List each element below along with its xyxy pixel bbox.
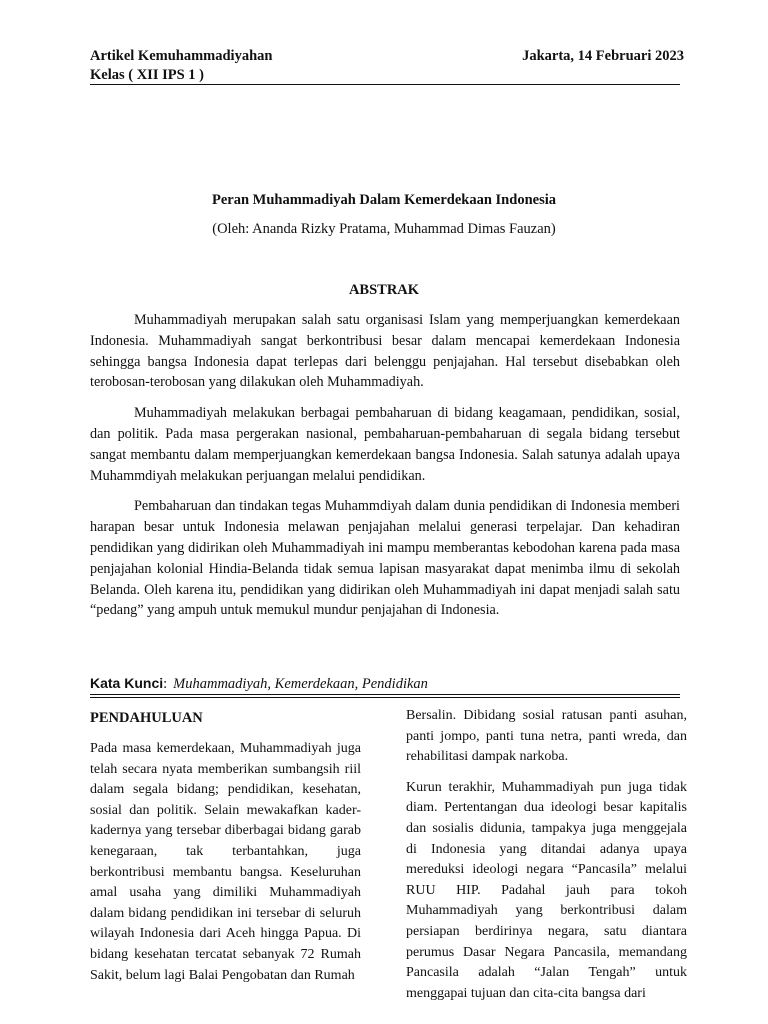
- body-paragraph: Kurun terakhir, Muhammadiyah pun juga tidak diam. Pertentangan dua ideologi besar kapitalis dan sosialis didunia, tampakya juga menggejala di Indonesia yang ditandai adanya upaya mereduksi ideologi negara “Pancasila” melalui RUU HIP. Padahal jauh para tokoh Muhammadiyah yang berkontribusi dalam persiapan berdirinya negara, satu diantara perumus Dasar Negara Pancasila, memandang Pancasila adalah “Jalan Tengah” untuk menggapai tujuan dan cita-cita bangsa dari: [406, 779, 687, 1001]
- article-authors: (Oleh: Ananda Rizky Pratama, Muhammad Dimas Fauzan): [212, 221, 556, 237]
- header-class: Kelas ( XII IPS 1 ): [90, 67, 204, 83]
- abstract-body: [90, 310, 680, 631]
- keywords-label: Kata Kunci: [90, 675, 164, 691]
- abstract-heading: ABSTRAK: [348, 282, 420, 298]
- article-title: Peran Muhammadiyah Dalam Kemerdekaan Indonesia: [212, 192, 556, 208]
- keywords-divider-bottom: [90, 697, 680, 698]
- keywords-line: [90, 675, 428, 693]
- abstract-paragraph: Pembaharuan dan tindakan tegas Muhammdiyah dalam dunia pendidikan di Indonesia memberi harapan besar untuk Indonesia melawan penjajahan melalui generasi terpelajar. Dan kehadiran pendidikan yang didirikan oleh Muhammadiyah ini mampu memberantas kebodohan karena pada masa penjajahan kolonial Hindia-Belanda tidak semua lapisan masyarakat dapat menimba ilmu di sekolah Belanda. Oleh karena itu, pendidikan yang didirikan oleh Muhammadiyah ini dapat menjadi salah satu “pedang” yang ampuh untuk memukul mundur penjajahan di Indonesia.: [90, 498, 680, 619]
- body-paragraph: Bersalin. Dibidang sosial ratusan panti asuhan, panti jompo, panti tuna netra, panti wreda, dan rehabilitasi dampak narkoba.: [406, 708, 687, 765]
- section-heading-pendahuluan: PENDAHULUAN: [90, 710, 203, 726]
- header-course-title: Artikel Kemuhammadiyahan: [90, 48, 273, 64]
- abstract-paragraph: Muhammadiyah merupakan salah satu organisasi Islam yang memperjuangkan kemerdekaan Indonesia. Muhammadiyah sangat berkontribusi besar dalam mencapai kemerdekaan Indonesia sehingga bangsa Indonesia dapat terlepas dari belenggu penjajahan. Hal tersebut disebabkan oleh terobosan-terobosan yang dilakukan oleh Muhammadiyah.: [90, 312, 680, 391]
- keywords-values: Muhammadiyah, Kemerdekaan, Pendidikan: [173, 676, 428, 692]
- header-date: Jakarta, 14 Februari 2023: [522, 48, 684, 64]
- right-column: [406, 706, 687, 1014]
- abstract-paragraph: Muhammadiyah melakukan berbagai pembaharuan di bidang keagamaan, pendidikan, sosial, dan politik. Pada masa pergerakan nasional, pembaharuan-pembaharuan di segala bidang tersebut sangat membantu dalam memperjuangkan kemerdekaan bangsa Indonesia. Salah satunya adalah upaya Muhammdiyah melakukan perjuangan melalui pendidikan.: [90, 405, 680, 484]
- keywords-colon: :: [163, 676, 168, 692]
- keywords-divider-top: [90, 694, 680, 695]
- body-paragraph: Pada masa kemerdekaan, Muhammadiyah juga telah secara nyata memberikan sumbangsih riil dalam segala bidang; pendidikan, kesehatan, sosial dan politik. Selain mewakafkan kader-kadernya yang tersebar diberbagai bidang garab kenegaraan, tak terbantahkan, juga berkontribusi membantu bangsa. Keseluruhan amal usaha yang dimiliki Muhammadiyah dalam bidang pendidikan ini tersebar di seluruh wilayah Indonesia dari Aceh hingga Papua. Di bidang kesehatan tercatat sebanyak 72 Rumah Sakit, belum lagi Balai Pengobatan dan Rumah: [90, 741, 361, 983]
- header-course-info: [90, 47, 272, 85]
- left-column: [90, 709, 361, 986]
- header-divider: [90, 84, 680, 85]
